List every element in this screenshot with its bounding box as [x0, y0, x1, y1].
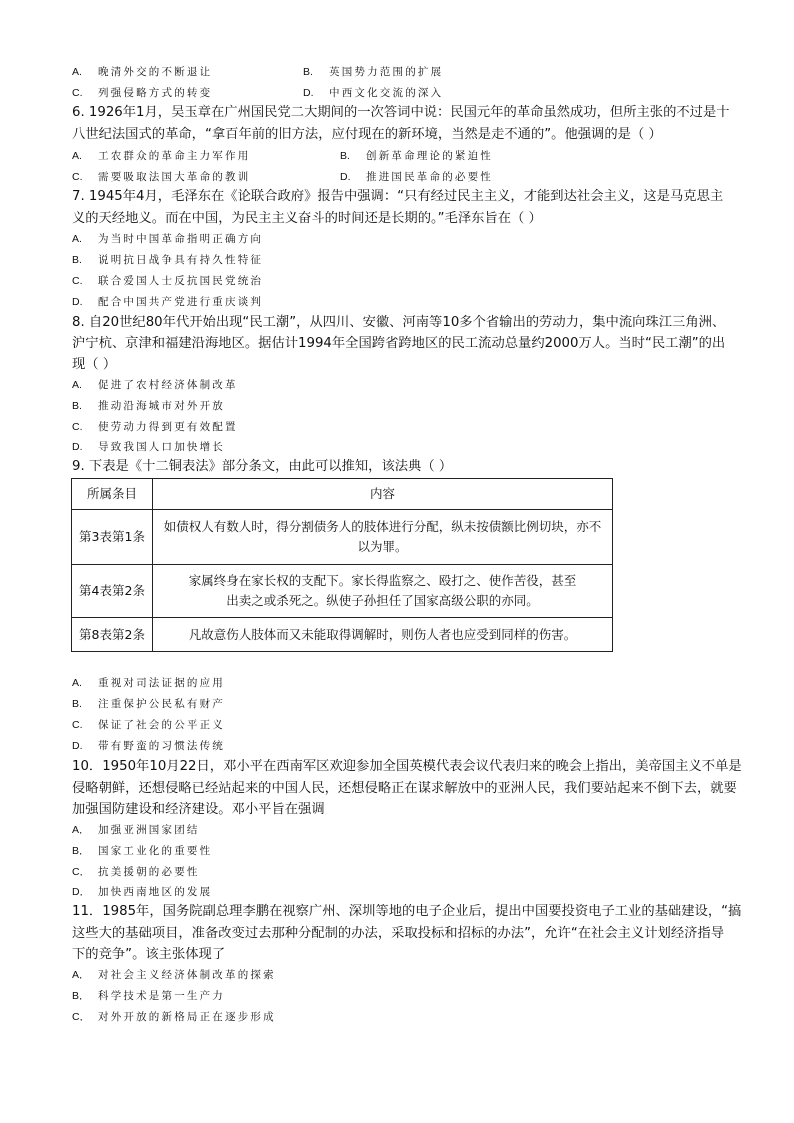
option-c — [72, 273, 263, 289]
option-text: 使劳动力得到更有效配置 — [98, 421, 238, 433]
option-key: B. — [72, 698, 82, 710]
option-key: C. — [72, 171, 83, 183]
option-text: 推进国民革命的必要性 — [366, 171, 493, 183]
option-key: B. — [303, 66, 313, 78]
option-text: 需要吸取法国大革命的教训 — [98, 171, 251, 183]
question-6-stem-line2: 八世纪法国式的革命，“拿百年前的旧方法，应付现在的新环境，当然是走不通的”。他强调的是（ ） — [72, 127, 662, 142]
option-b — [72, 398, 225, 414]
option-d — [72, 884, 212, 900]
option-key: B. — [340, 150, 350, 162]
option-key: B. — [72, 400, 82, 412]
option-a — [72, 822, 200, 838]
option-b — [72, 843, 212, 859]
table-cell-line: 出卖之或杀死之。纵使子孙担任了国家高级公职的亦同。 — [226, 593, 539, 608]
option-text: 中西文化交流的深入 — [329, 87, 444, 99]
option-text: 推动沿海城市对外开放 — [98, 400, 225, 412]
option-b — [72, 252, 263, 268]
option-key: D． — [72, 886, 91, 898]
option-key: A. — [72, 150, 82, 162]
question-11-stem-line1: 11．1985年，国务院副总理李鹏在视察广州、深圳等地的电子企业后，提出中国要投资电子工业的基础建设，“搞 — [72, 904, 742, 919]
question-7-stem-line1: 7. 1945年4月，毛泽东在《论联合政府》报告中强调：“只有经过民主主义，才能到达社会主义，这是马克思主 — [72, 189, 724, 204]
option-key: C． — [72, 866, 91, 878]
option-key: A. — [72, 233, 82, 245]
question-6-stem-line1: 6. 1926年1月，吴玉章在广州国民党二大期间的一次答词中说：民国元年的革命虽然成功，但所主张的不过是十 — [72, 105, 730, 120]
question-10-stem-line1: 10．1950年10月22日，邓小平在西南军区欢迎参加全国英模代表会议代表归来的晚会上指出，美帝国主义不单是 — [72, 759, 742, 774]
table-cell-line: 凡故意伤人肢体而又未能取得调解时，则伤人者也应受到同样的伤害。 — [188, 626, 577, 642]
table-cell-line: 如债权人有数人时，得分割债务人的肢体进行分配，纵未按债额比例切块，亦不 — [163, 519, 602, 534]
option-text: 带有野蛮的习惯法传统 — [98, 740, 225, 752]
option-b — [72, 696, 225, 712]
option-d — [340, 169, 493, 185]
option-text: 联合爱国人士反抗国民党统治 — [98, 275, 264, 287]
table-cell-line: 以为罪。 — [357, 539, 408, 554]
option-text: 导致我国人口加快增长 — [98, 441, 225, 453]
option-key: D. — [72, 740, 83, 752]
option-key: C. — [72, 421, 83, 433]
option-c — [72, 717, 225, 733]
option-text: 重视对司法证据的应用 — [98, 677, 225, 689]
table-row — [72, 565, 613, 618]
option-b — [303, 64, 443, 80]
option-text: 英国势力范围的扩展 — [329, 66, 444, 78]
option-text: 国家工业化的重要性 — [98, 845, 213, 857]
option-text: 列强侵略方式的转变 — [98, 87, 213, 99]
law-articles-table — [71, 478, 613, 652]
option-d — [72, 738, 225, 754]
option-text: 加强亚洲国家团结 — [98, 824, 200, 836]
option-text: 对社会主义经济体制改革的探索 — [98, 969, 276, 981]
option-d — [72, 439, 225, 455]
table-cell-content — [153, 565, 613, 618]
question-10-stem-line3: 加强国防建设和经济建设。邓小平旨在强调 — [72, 802, 325, 817]
option-a — [72, 231, 263, 247]
option-a — [72, 64, 212, 80]
option-c — [72, 419, 238, 435]
option-key: C. — [72, 275, 83, 287]
option-a — [72, 675, 225, 691]
option-key: A. — [72, 677, 82, 689]
table-cell-item: 第4表第2条 — [72, 565, 153, 618]
option-text: 配合中国共产党进行重庆谈判 — [98, 296, 264, 308]
option-c — [72, 1009, 276, 1025]
table-row — [72, 618, 613, 652]
question-11-stem-line2: 这些大的基础项目，准备改变过去那种分配制的办法，采取投标和招标的办法”，允许“在社会主义计划经济指导 — [72, 926, 725, 941]
question-8-stem-line3: 现（ ） — [72, 357, 117, 372]
option-text: 工农群众的革命主力军作用 — [98, 150, 251, 162]
table-cell-content — [153, 510, 613, 565]
option-key: D. — [72, 296, 83, 308]
question-9-stem-line1: 9. 下表是《十二铜表法》部分条文，由此可以推知，该法典（ ） — [72, 459, 453, 474]
option-text: 保证了社会的公平正义 — [98, 719, 225, 731]
option-key: A. — [72, 66, 82, 78]
option-key: D. — [72, 441, 83, 453]
table-cell-item: 第8表第2条 — [72, 618, 153, 652]
option-c — [72, 85, 212, 101]
option-b — [340, 148, 493, 164]
question-11-stem-line3: 下的竞争”。该主张体现了 — [72, 947, 226, 962]
option-key: B. — [72, 254, 82, 266]
option-key: A. — [72, 379, 82, 391]
option-text: 科学技术是第一生产力 — [98, 990, 225, 1002]
table-header-cell: 所属条目 — [72, 479, 153, 510]
option-key: A． — [72, 824, 90, 836]
option-key: C. — [72, 719, 83, 731]
option-text: 加快西南地区的发展 — [98, 886, 213, 898]
question-8-stem-line1: 8. 自20世纪80年代开始出现“民工潮”，从四川、安徽、河南等10多个省输出的劳动力，集中流向珠江三角洲、 — [72, 315, 726, 330]
table-cell-line: 家属终身在家长权的支配下。家长得监察之、殴打之、使作苦役，甚至 — [188, 573, 577, 588]
table-header-cell: 内容 — [153, 479, 613, 510]
option-key: B． — [72, 990, 90, 1002]
option-b — [72, 988, 225, 1004]
option-text: 说明抗日战争具有持久性特征 — [98, 254, 264, 266]
option-a — [72, 377, 238, 393]
option-a — [72, 967, 276, 983]
option-d — [303, 85, 443, 101]
option-c — [72, 864, 200, 880]
question-10-stem-line2: 侵略朝鲜，还想侵略已经站起来的中国人民，还想侵略正在谋求解放中的亚洲人民，我们要站起来不倒下去，就要 — [72, 781, 737, 796]
table-header-row — [72, 479, 613, 510]
table-cell-item: 第3表第1条 — [72, 510, 153, 565]
option-text: 对外开放的新格局正在逐步形成 — [98, 1011, 276, 1023]
question-7-stem-line2: 义的天经地义。而在中国，为民主主义奋斗的时间还是长期的。”毛泽东旨在（ ） — [72, 211, 542, 226]
option-c — [72, 169, 250, 185]
question-8-stem-line2: 沪宁杭、京津和福建沿海地区。据估计1994年全国跨省跨地区的民工流动总量约2000万人。当时“民工潮”的出 — [72, 336, 726, 351]
option-d — [72, 294, 263, 310]
option-text: 注重保护公民私有财产 — [98, 698, 225, 710]
option-text: 促进了农村经济体制改革 — [98, 379, 238, 391]
option-key: C. — [72, 87, 83, 99]
option-key: D. — [340, 171, 351, 183]
option-text: 创新革命理论的紧迫性 — [366, 150, 493, 162]
option-key: A． — [72, 969, 90, 981]
option-key: C． — [72, 1011, 91, 1023]
option-text: 晚清外交的不断退让 — [98, 66, 213, 78]
table-row — [72, 510, 613, 565]
table-cell-content — [153, 618, 613, 652]
option-text: 抗美援朝的必要性 — [98, 866, 200, 878]
option-text: 为当时中国革命指明正确方向 — [98, 233, 264, 245]
option-key: D. — [303, 87, 314, 99]
option-a — [72, 148, 250, 164]
option-key: B． — [72, 845, 90, 857]
